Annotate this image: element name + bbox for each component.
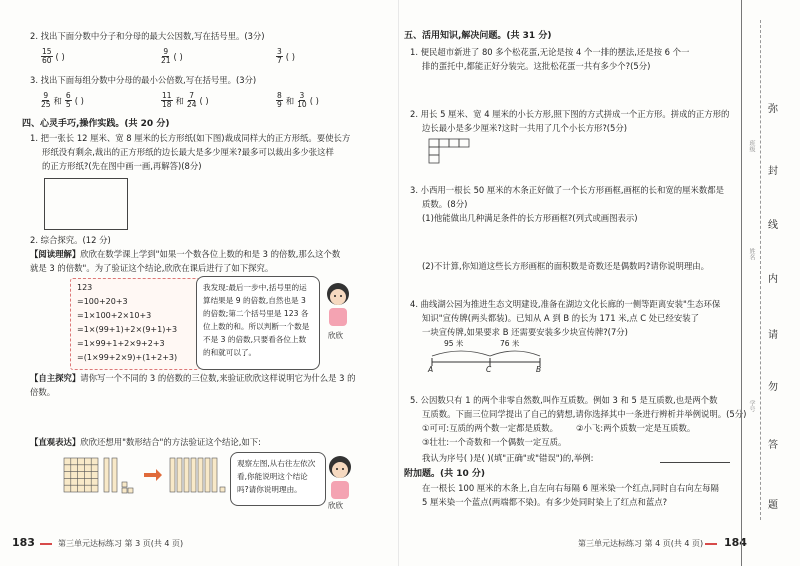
calc-line: 123 [77, 283, 93, 292]
seal-char: 弥 [768, 104, 778, 115]
q4-1-line2: 形纸没有剩余,裁出的正方形纸的边长最大是多少厘米?最多可以裁出多少张这样 [42, 147, 334, 157]
r-q3-sub1: (1)他能做出几种满足条件的长方形画框?(列式或画图表示) [422, 213, 638, 223]
calc-line: =1×99+1+2×9+2+3 [77, 339, 165, 348]
visual-line: 【直观表达】欣欣还想用"数形结合"的方法验证这个结论,如下: [30, 437, 261, 447]
seal-mark-number: 学号 [748, 400, 755, 412]
footer-divider-right [705, 543, 717, 545]
seal-char: 线 [768, 220, 778, 231]
self-explore-line2: 倍数。 [30, 387, 56, 397]
calculation-box [70, 278, 200, 370]
r-q5-line1: 5. 公因数只有 1 的两个非零自然数,叫作互质数。例如 3 和 5 是互质数,也是两个数 [410, 395, 718, 405]
r-q5-line2: 互质数。下面三位同学提出了自己的猜想,请你选择其中一条进行辨析并举例说明。(5分) [422, 409, 747, 419]
right-footer: 第三单元达标练习 第 4 页(共 4 页) [578, 539, 704, 548]
center-fold [398, 0, 399, 566]
speech-bubble-1: 我发现:最后一步中,括号里的运算结果是 9 的倍数,自然也是 3 的倍数;第二个括号里是 123 各位上数的和。所以判断一个数是不是 3 的倍数,只要看各位上数的和就可以了。 [196, 276, 320, 370]
r-q5-opt1: ①可可:互质的两个数一定都是质数。 [422, 423, 558, 433]
r-q4-line3: 一块宣传牌,如果要求 B 还需要安装多少块宣传牌?(7分) [422, 327, 628, 337]
seal-char: 内 [768, 274, 778, 285]
seal-dotted-line [760, 20, 761, 520]
right-page-number: 184 [724, 536, 747, 549]
small-rectangles-figure [428, 138, 476, 164]
segment-ac-label: 95 米 [444, 339, 464, 348]
r-q4-line1: 4. 曲线湖公园为推进生态文明建设,准备在湖边文化长廊的一侧等距离安装"生态环保 [410, 299, 721, 309]
section-5-title: 五、活用知识,解决问题。(共 31 分) [404, 31, 552, 41]
segment-cb-label: 76 米 [500, 339, 520, 348]
point-b: B [536, 365, 542, 374]
left-footer: 第三单元达标练习 第 3 页(共 4 页) [58, 539, 184, 548]
q4-1-line1: 1. 把一张长 12 厘米、宽 8 厘米的长方形纸(如下图)裁成同样大的正方形纸。要使长方 [30, 133, 351, 143]
point-c: C [486, 365, 492, 374]
left-page-number: 183 [12, 536, 35, 549]
answer-blank-line [660, 462, 730, 463]
bonus-line1: 在一根长 100 厘米的木条上,自左向右每隔 6 厘米染一个红点,同时自右向左每隔 [422, 483, 719, 493]
q3-group-1: $\frac{9}{25}$ 和 $\frac{6}{5}$ ( ) [41, 91, 84, 109]
q3-title: 3. 找出下面每组分数中分母的最小公倍数,写在括号里。(3分) [30, 75, 257, 85]
q3-group-3: $\frac{8}{9}$ 和 $\frac{3}{10}$ ( ) [277, 91, 319, 109]
r-q3-line1: 3. 小西用一根长 50 厘米的木条正好做了一个长方形画框,画框的长和宽的厘米数都是 [410, 185, 725, 195]
seal-char: 封 [768, 166, 778, 177]
girl-name-2: 欣欣 [328, 501, 343, 510]
r-q5-opt3: ③壮壮:一个奇数和一个偶数一定互质。 [422, 437, 567, 447]
seal-mark-class: 班级 [748, 140, 755, 152]
reading-line2: 就是 3 的倍数"。为了验证这个结论,欣欣在课后进行了如下探究。 [30, 263, 274, 273]
q4-1-line3: 的正方形纸?(先在图中画一画,再解答)(8分) [42, 161, 202, 171]
q2-title: 2. 找出下面分数中分子和分母的最大公因数,写在括号里。(3分) [30, 31, 265, 41]
bonus-line2: 5 厘米染一个蓝点(两端都不染)。有多少处同时染上了红点和蓝点? [422, 497, 668, 507]
r-q1-line1: 1. 便民超市新进了 80 多个松花蛋,无论是按 4 个一排的摆法,还是按 6 个一 [410, 47, 690, 57]
r-q3-sub2: (2)不计算,你知道这些长方形画框的面积数是奇数还是偶数吗?请你说明理由。 [422, 261, 709, 271]
calc-line: =100+20+3 [77, 297, 128, 306]
seal-char: 请 [768, 330, 778, 341]
reading-line1: 【阅读理解】欣欣在数学课上学到"如果一个数各位上数的和是 3 的倍数,那么这个数 [30, 249, 341, 259]
q2-frac-2: $\frac{9}{21}$ ( ) [161, 47, 183, 65]
girl-illustration-2 [318, 452, 362, 500]
q2-frac-1: $\frac{15}{60}$ ( ) [42, 47, 65, 65]
girl-illustration-1 [316, 278, 360, 328]
r-q2-line1: 2. 用长 5 厘米、宽 4 厘米的小长方形,照下图的方式拼成一个正方形。拼成的正方形的 [410, 109, 730, 119]
girl-name-1: 欣欣 [328, 331, 343, 340]
speech-bubble-2: 观察左图,从右往左依次看,你能说明这个结论吗?请你说明理由。 [230, 452, 326, 506]
rectangle-paper-figure [44, 178, 128, 230]
self-explore-line1: 【自主探究】请你写一个不同的 3 的倍数的三位数,来验证欣欣这样说明它为什么是 3 的 [30, 373, 356, 383]
point-a: A [428, 365, 434, 374]
r-q5-answer: 我认为序号( )是( )(填"正确"或"错误")的,举例: [422, 453, 594, 463]
footer-divider [40, 543, 52, 545]
seal-char: 题 [768, 500, 778, 511]
calc-line: =1×(99+1)+2×(9+1)+3 [77, 325, 178, 334]
q3-group-2: $\frac{11}{18}$ 和 $\frac{7}{24}$ ( ) [162, 91, 209, 109]
seal-line-sidebar [741, 0, 800, 566]
r-q1-line2: 排的蛋托中,都能正好分装完。这批松花蛋一共有多少个?(5分) [422, 61, 651, 71]
bonus-title: 附加题。(共 10 分) [404, 469, 486, 479]
calc-line: =1×100+2×10+3 [77, 311, 152, 320]
calc-line: =(1×99+2×9)+(1+2+3) [77, 353, 178, 362]
q2-frac-3: $\frac{3}{7}$ ( ) [277, 47, 295, 65]
r-q5-opt2: ②小飞:两个质数一定是互质数。 [576, 423, 696, 433]
r-q2-line2: 边长最小是多少厘米?这时一共用了几个小长方形?(5分) [422, 123, 628, 133]
q4-2-title: 2. 综合探究。(12 分) [30, 235, 111, 245]
base-ten-blocks-figure [60, 452, 230, 500]
seal-char: 答 [768, 440, 778, 451]
r-q4-line2: 知识"宣传牌(两头都装)。已知从 A 到 B 的长为 171 米,点 C 处已经安装了 [422, 313, 700, 323]
r-q3-line2: 质数。(8分) [422, 199, 468, 209]
seal-mark-name: 姓名 [748, 248, 755, 260]
section-4-title: 四、心灵手巧,操作实践。(共 20 分) [22, 119, 170, 129]
seal-char: 勿 [768, 382, 778, 393]
